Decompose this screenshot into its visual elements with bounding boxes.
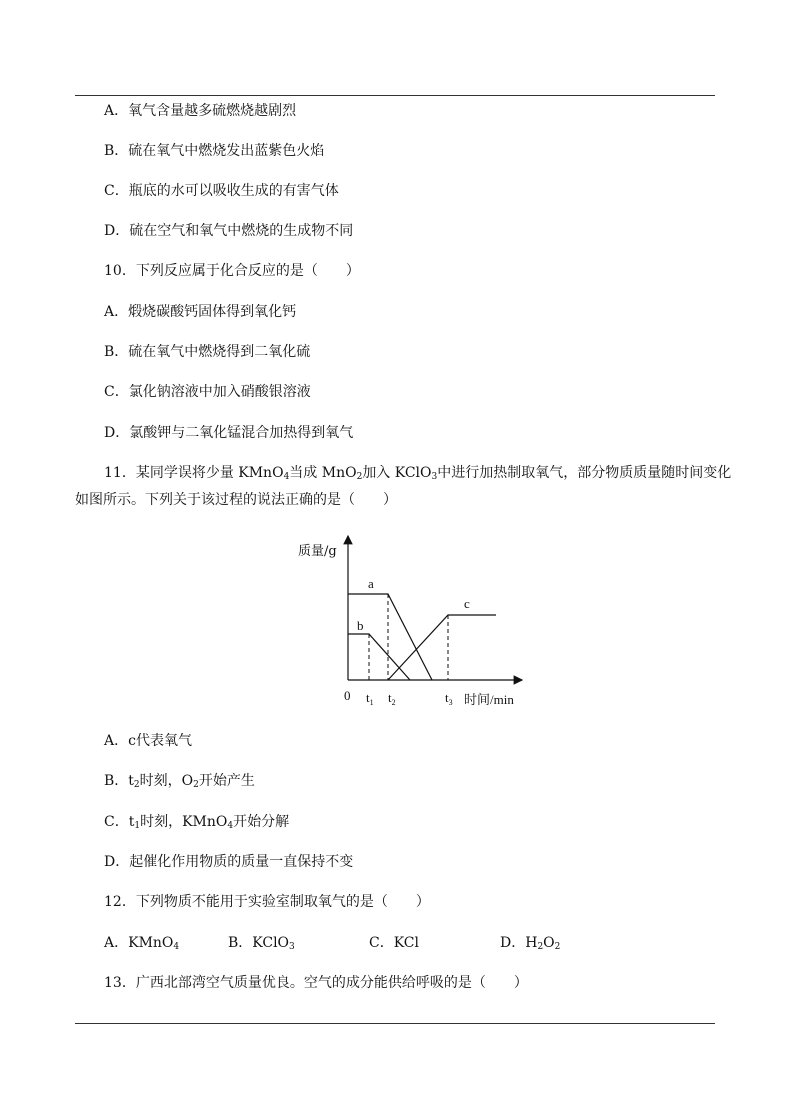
q11-stem-part-d: 中进行加热制取氧气，部分物质质量随时间变化	[437, 465, 732, 481]
q11-option-c-post: 开始分解	[233, 814, 290, 830]
q11-option-b-pre: B．t	[104, 773, 134, 789]
q10-option-a[interactable]: A．煅烧碳酸钙固体得到氧化钙	[104, 304, 297, 320]
q12-option-a-text: A．KMnO	[104, 935, 174, 951]
q12-option-d-mid: O	[543, 935, 555, 951]
q12-option-d-text: D．H	[500, 935, 538, 951]
origin-label: 0	[344, 688, 351, 703]
q12-option-d-sub2: 2	[554, 942, 561, 952]
q11-option-b-sub2: 2	[193, 780, 199, 790]
q11-option-b-sub: 2	[133, 780, 140, 790]
q11-stem-sub3: 3	[431, 472, 438, 482]
tick-t2: $t_2$	[388, 690, 396, 707]
q11-option-c[interactable]	[104, 813, 289, 831]
q11-option-c-pre: C．t	[104, 814, 135, 830]
q11-option-c-sub: 1	[134, 821, 141, 831]
q11-option-b[interactable]	[104, 772, 255, 790]
q9-option-a[interactable]: A．氧气含量越多硫燃烧越剧烈	[104, 103, 297, 119]
q13-stem: 13．广西北部湾空气质量优良。空气的成分能供给呼吸的是（ ）	[104, 975, 528, 991]
q12-option-d[interactable]	[500, 934, 560, 952]
series-b-line	[348, 634, 410, 680]
q11-stem-part-c: 加入 KClO	[362, 465, 432, 481]
q11-option-b-post: 开始产生	[198, 773, 255, 789]
q11-stem-sub1: 4	[283, 472, 290, 482]
q9-option-c[interactable]: C．瓶底的水可以吸收生成的有害气体	[104, 183, 339, 199]
header-rule	[75, 95, 715, 96]
series-a-label: a	[368, 576, 374, 591]
q9-option-b[interactable]: B．硫在氧气中燃烧发出蓝紫色火焰	[104, 143, 325, 159]
series-b-label: b	[357, 618, 364, 633]
chart-ylabel: 质量/g	[298, 544, 337, 559]
q10-stem: 10．下列反应属于化合反应的是（ ）	[104, 263, 360, 279]
q11-option-c-mid: 时刻，KMnO	[140, 814, 228, 830]
q9-option-d[interactable]: D．硫在空气和氧气中燃烧的生成物不同	[104, 223, 354, 239]
q11-stem-part-a: 11．某同学误将少量 KMnO	[104, 465, 284, 481]
series-c-label: c	[464, 596, 470, 611]
q11-stem-sub2: 2	[356, 472, 363, 482]
q11-option-a[interactable]: A．c代表氧气	[104, 733, 192, 749]
q12-option-b[interactable]	[228, 934, 295, 952]
q10-option-b[interactable]: B．硫在氧气中燃烧得到二氧化硫	[104, 344, 311, 360]
q10-option-d[interactable]: D．氯酸钾与二氧化锰混合加热得到氧气	[104, 425, 354, 441]
q12-option-c[interactable]	[369, 934, 419, 952]
q10-option-c[interactable]: C．氯化钠溶液中加入硝酸银溶液	[104, 384, 311, 400]
series-a-line	[348, 594, 432, 680]
q11-option-b-mid: 时刻，O	[139, 773, 194, 789]
q12-option-b-sub: 3	[289, 942, 295, 952]
tick-t1: $t_1$	[366, 690, 374, 707]
tick-t3: $t_3$	[445, 690, 453, 707]
q11-stem	[104, 464, 731, 482]
q12-option-a-sub: 4	[173, 942, 180, 952]
chart-xlabel: 时间/min	[464, 692, 514, 707]
q11-stem-part-b: 当成 MnO	[289, 465, 357, 481]
q11-option-d[interactable]: D．起催化作用物质的质量一直保持不变	[104, 854, 354, 870]
q12-option-d-sub: 2	[537, 942, 544, 952]
q12-option-b-text: B．KClO	[228, 935, 290, 951]
q12-stem: 12．下列物质不能用于实验室制取氧气的是（ ）	[104, 894, 430, 910]
mass-time-chart	[290, 530, 530, 715]
q12-option-c-text: C．KCl	[369, 935, 419, 951]
footer-rule	[75, 1023, 715, 1024]
q11-option-c-sub2: 4	[227, 821, 234, 831]
q12-option-a[interactable]	[104, 934, 179, 952]
q11-stem-line2: 如图所示。下列关于该过程的说法正确的是（ ）	[75, 492, 397, 508]
